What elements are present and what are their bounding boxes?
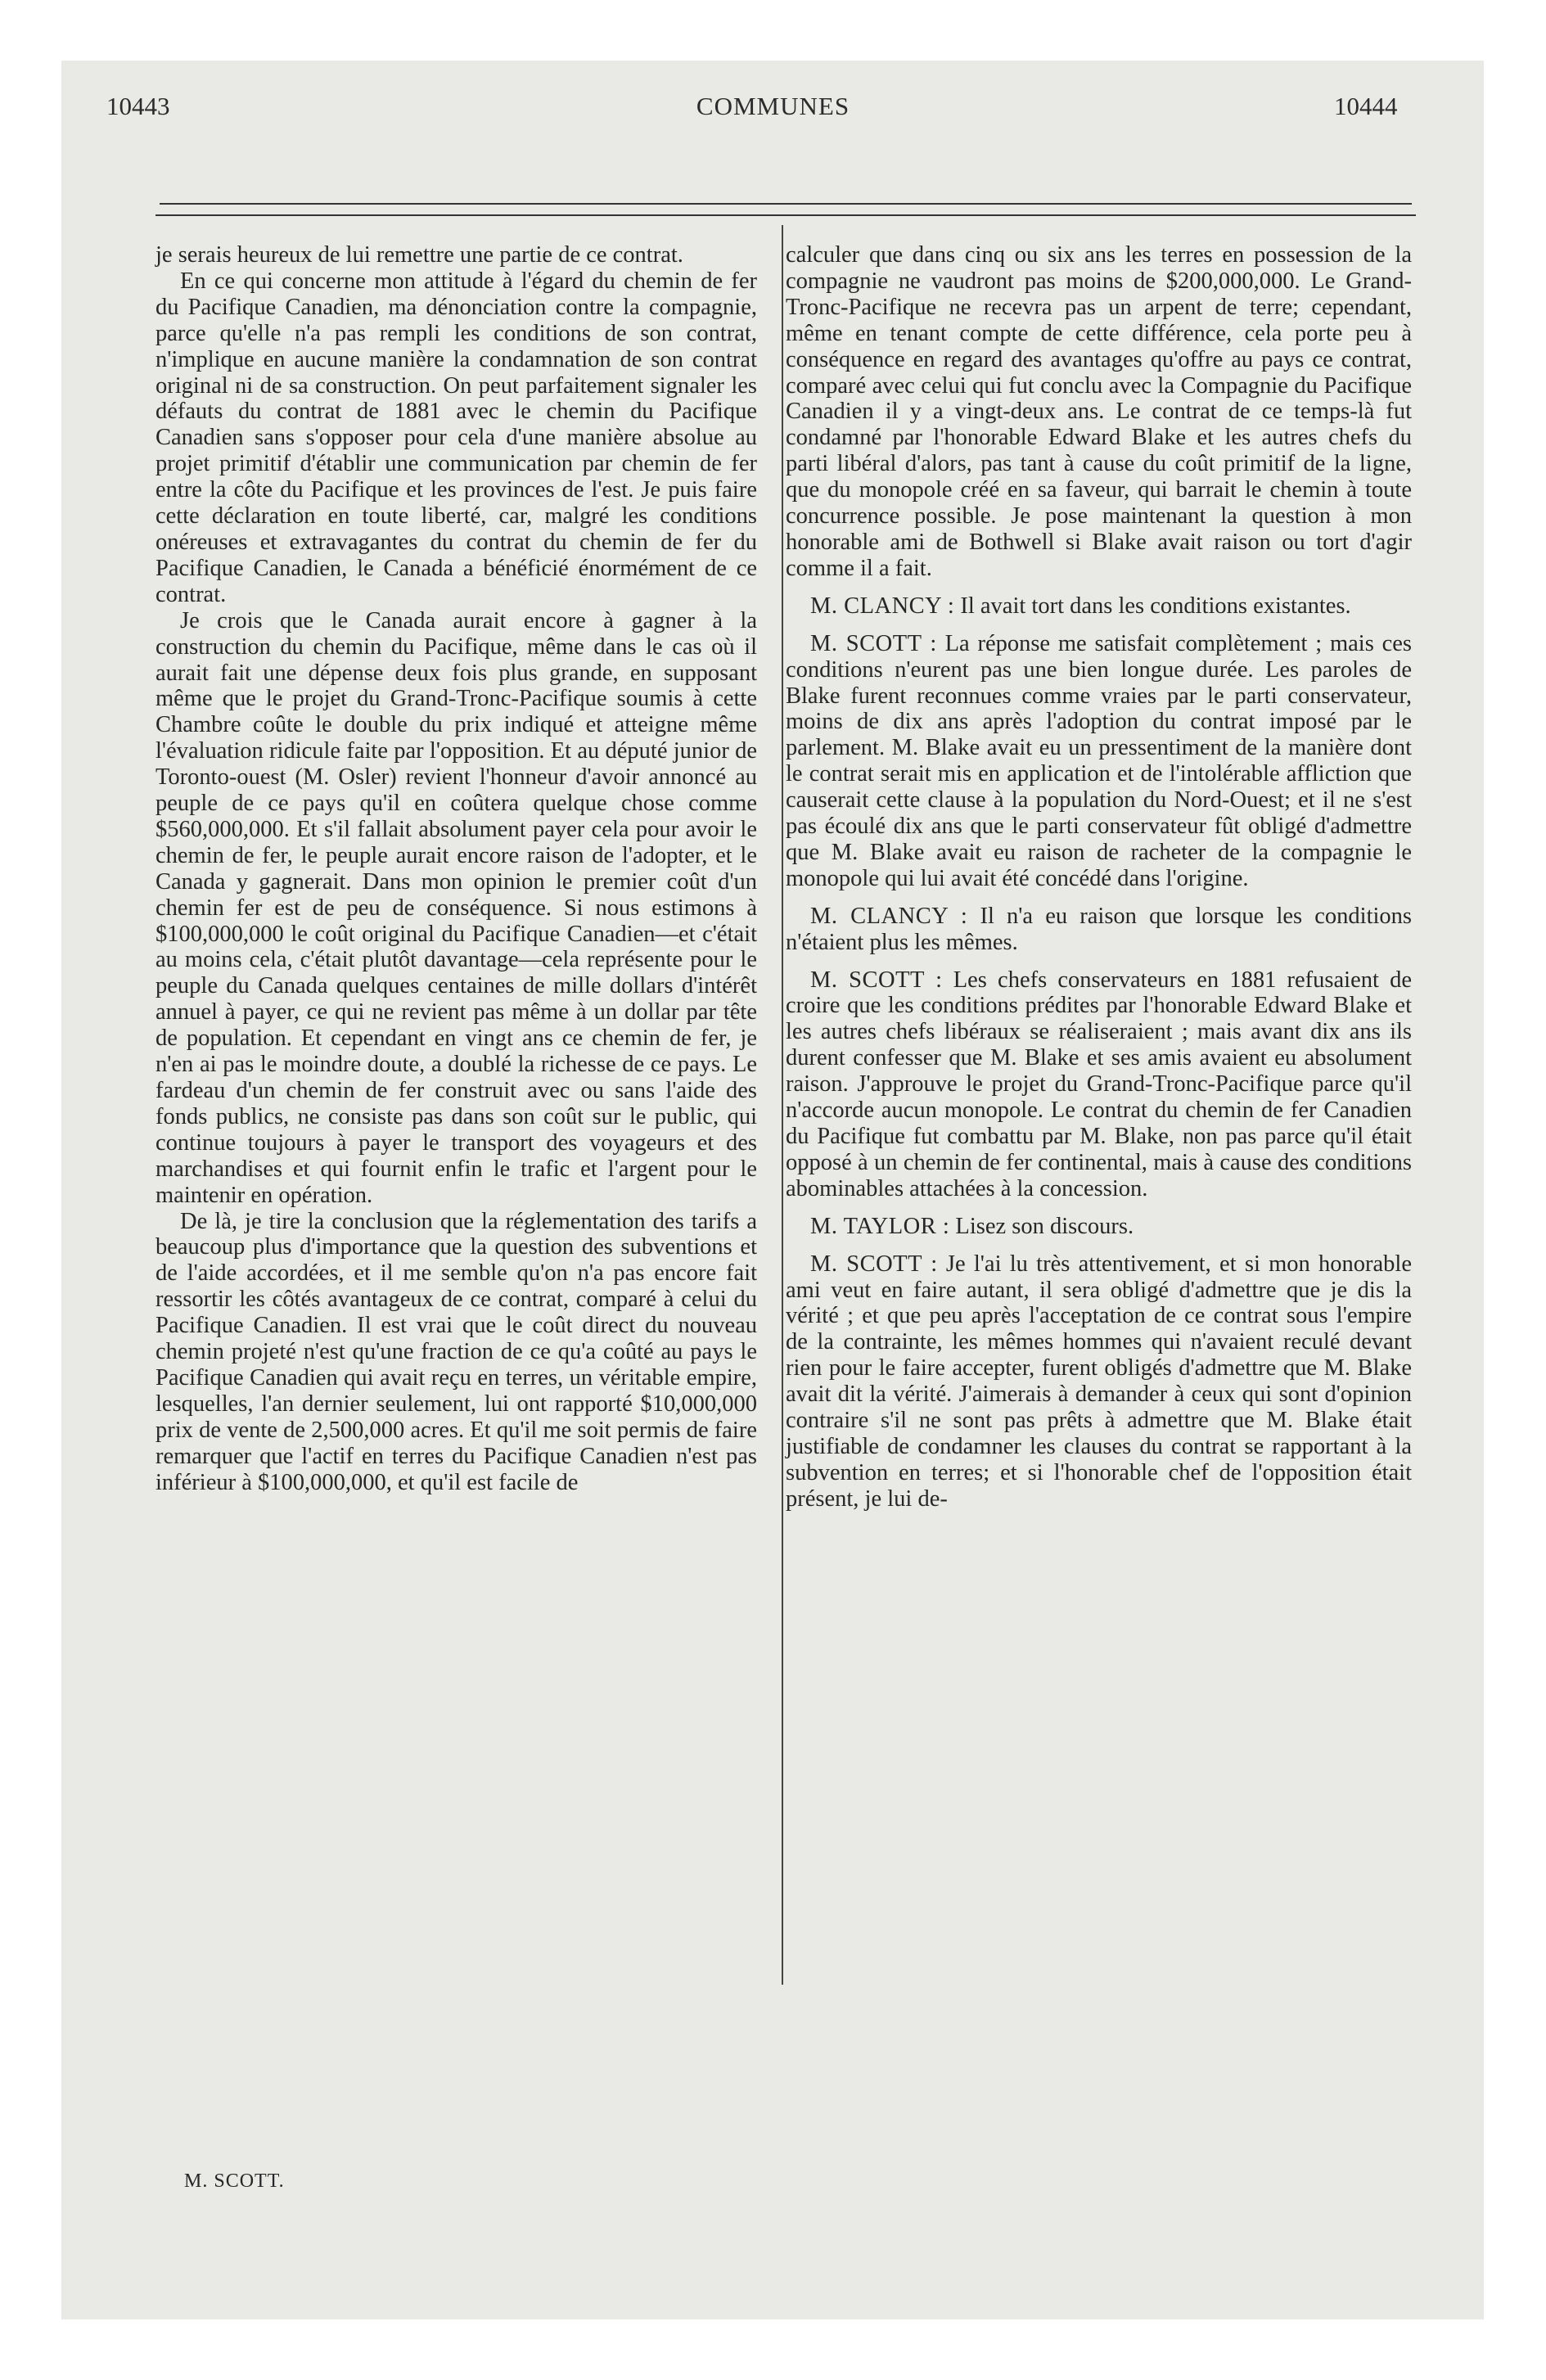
left-column	[156, 242, 757, 1496]
speech-text: Je l'ai lu très attentivement, et si mon honorable ami veut en faire autant, il sera obligé d'admettre que je dis la vérité ; et que peu après l'acceptation de ce contrat sous l'empire de la contrainte, les mêmes hommes qui n'avaient reculé devant rien pour le faire accepter, furent obligés d'admettre que M. Blake avait dit la vérité. J'aimerais à demander à ceux qui sont d'opinion contraire s'il ne sont pas prêts à admettre que M. Blake était justifiable de condamner les clauses du contrat se rapportant à la subvention en terres; et si l'honorable chef de l'opposition était présent, je lui de-	[786, 1251, 1412, 1512]
speech-text: Il n'a eu raison que lorsque les conditions n'étaient plus les mêmes.	[786, 903, 1412, 955]
running-title: COMMUNES	[696, 92, 850, 120]
header-rule-top	[160, 203, 1412, 205]
page-number-right: 10444	[1334, 92, 1398, 120]
column-divider	[782, 225, 783, 1985]
speech-text: La réponse me satisfait complètement ; mais ces conditions n'eurent pas une bien longue durée. Les paroles de Blake furent reconnues comme vraies par le parti conservateur, moins de dix ans après l'adoption du contrat imposé par le parlement. M. Blake avait eu un pressentiment de la manière dont le contrat serait mis en application et de l'intolérable affliction que causerait cette clause à la population du Nord-Ouest; et il ne s'est pas écoulé dix ans que le parti conservateur fût obligé d'admettre que M. Blake avait eu raison de racheter de la compagnie le monopole qui lui avait été concédé dans l'origine.	[786, 630, 1412, 891]
paragraph: Je crois que le Canada aurait encore à gagner à la construction du chemin du Pacifique, même dans le cas où il aurait fait une dépense deux fois plus grande, en supposant même que le projet du Grand-Tronc-Pacifique soumis à cette Chambre coûte le double du prix indiqué et atteigne même l'évaluation ridicule faite par l'opposition. Et au député junior de Toronto-ouest (M. Osler) revient l'honneur d'avoir annoncé au peuple de ce pays qu'il en coûtera quelque chose comme $560,000,000. Et s'il fallait absolument payer cela pour avoir le chemin de fer, le peuple aurait encore raison de l'adopter, et le Canada y gagnerait. Dans mon opinion le premier coût d'un chemin fer est de peu de conséquence. Si nous estimons à $100,000,000 le coût original du Pacifique Canadien—et c'était au moins cela, c'était plutôt davantage—cela représente pour le peuple du Canada quelques centaines de mille dollars d'intérêt annuel à payer, ce qui ne revient pas même à un dollar par tête de population. Et cependant en vingt ans ce chemin de fer, je n'en ai pas le moindre doute, a doublé la richesse de ce pays. Le fardeau d'un chemin de fer construit avec ou sans l'aide des fonds publics, ne consiste pas dans son coût sur le public, qui continue toujours à payer le transport des voyageurs et des marchandises et qui fournit enfin le trafic et l'argent pour le maintenir en opération.	[156, 607, 757, 1208]
header-rule-bottom	[156, 214, 1416, 216]
speaker-name: M. SCOTT :	[810, 630, 937, 656]
paragraph: je serais heureux de lui remettre une partie de ce contrat.	[156, 242, 683, 268]
page-number-left: 10443	[106, 92, 170, 120]
paragraph: De là, je tire la conclusion que la réglementation des tarifs a beaucoup plus d'importance que la question des subventions et de l'aide accordées, et il me semble qu'on n'a pas encore fait ressortir les côtés avantageux de ce contrat, comparé à celui du Pacifique Canadien. Il est vrai que le coût direct du nouveau chemin projeté n'est qu'une fraction de ce qu'a coûté au pays le Pacifique Canadien qui avait reçu en terres, un véritable empire, lesquelles, l'an dernier seulement, lui ont rapporté $10,000,000 prix de vente de 2,500,000 acres. Et qu'il me soit permis de faire remarquer que l'actif en terres du Pacifique Canadien n'est pas inférieur à $100,000,000, et qu'il est facile de	[156, 1208, 757, 1495]
paragraph: calculer que dans cinq ou six ans les terres en possession de la compagnie ne vaudront pas moins de $200,000,000. Le Grand-Tronc-Pacifique ne recevra pas un arpent de terre; cependant, même en tenant compte de cette différence, cela porte peu à conséquence en regard des avantages qu'offre au pays ce contrat, comparé avec celui qui fut conclu avec la Compagnie du Pacifique Canadien il y a vingt-deux ans. Le contrat de ce temps-là fut condamné par l'honorable Edward Blake et les autres chefs du parti libéral d'alors, pas tant à cause du coût primitif de la ligne, que du monopole créé en sa faveur, qui barrait le chemin à toute concurrence possible. Je pose maintenant la question à mon honorable ami de Bothwell si Blake avait raison ou tort d'agir comme il a fait.	[786, 242, 1412, 581]
speaker-name: M. SCOTT :	[810, 1251, 938, 1277]
speech-scott-2	[786, 967, 1412, 1202]
speech-taylor	[786, 1214, 1412, 1240]
speaker-name: M. SCOTT :	[810, 967, 943, 993]
speech-text: Lisez son discours.	[955, 1213, 1134, 1239]
speaker-name: M. TAYLOR :	[810, 1213, 950, 1239]
paragraph: En ce qui concerne mon attitude à l'égard du chemin de fer du Pacifique Canadien, ma dénonciation contre la compagnie, parce qu'elle n'a pas rempli les conditions de son contrat, n'implique en aucune manière la condamnation de son contrat original ni de sa construction. On peut parfaitement signaler les défauts du contrat de 1881 avec le chemin du Pacifique Canadien sans s'opposer pour cela d'une manière absolue au projet primitif d'établir une communication par chemin de fer entre la côte du Pacifique et les provinces de l'est. Je puis faire cette déclaration en toute liberté, car, malgré les conditions onéreuses et extravagantes du contrat du chemin de fer du Pacifique Canadien, le Canada a bénéficié énormément de ce contrat.	[156, 268, 757, 607]
speaker-name: M. CLANCY :	[810, 593, 955, 619]
speech-scott-1	[786, 631, 1412, 892]
speech-text: Il avait tort dans les conditions existantes.	[960, 593, 1351, 619]
speech-scott-3	[786, 1251, 1412, 1512]
right-column	[786, 242, 1412, 1512]
speech-text: Les chefs conservateurs en 1881 refusaient de croire que les conditions prédites par l'honorable Edward Blake et les autres chefs libéraux se réaliseraient ; mais avant dix ans ils durent confesser que M. Blake et ses amis avaient eu absolument raison. J'approuve le projet du Grand-Tronc-Pacifique parce qu'il n'accorde aucun monopole. Le contrat du chemin de fer Canadien du Pacifique fut combattu par M. Blake, non pas parce qu'il était opposé à un chemin de fer continental, mais à cause des conditions abominables attachées à la concession.	[786, 967, 1412, 1201]
speech-clancy-2	[786, 904, 1412, 956]
speaker-footer-label: M. SCOTT.	[184, 2170, 285, 2192]
speech-clancy-1	[786, 593, 1412, 620]
speaker-name: M. CLANCY :	[810, 903, 968, 929]
